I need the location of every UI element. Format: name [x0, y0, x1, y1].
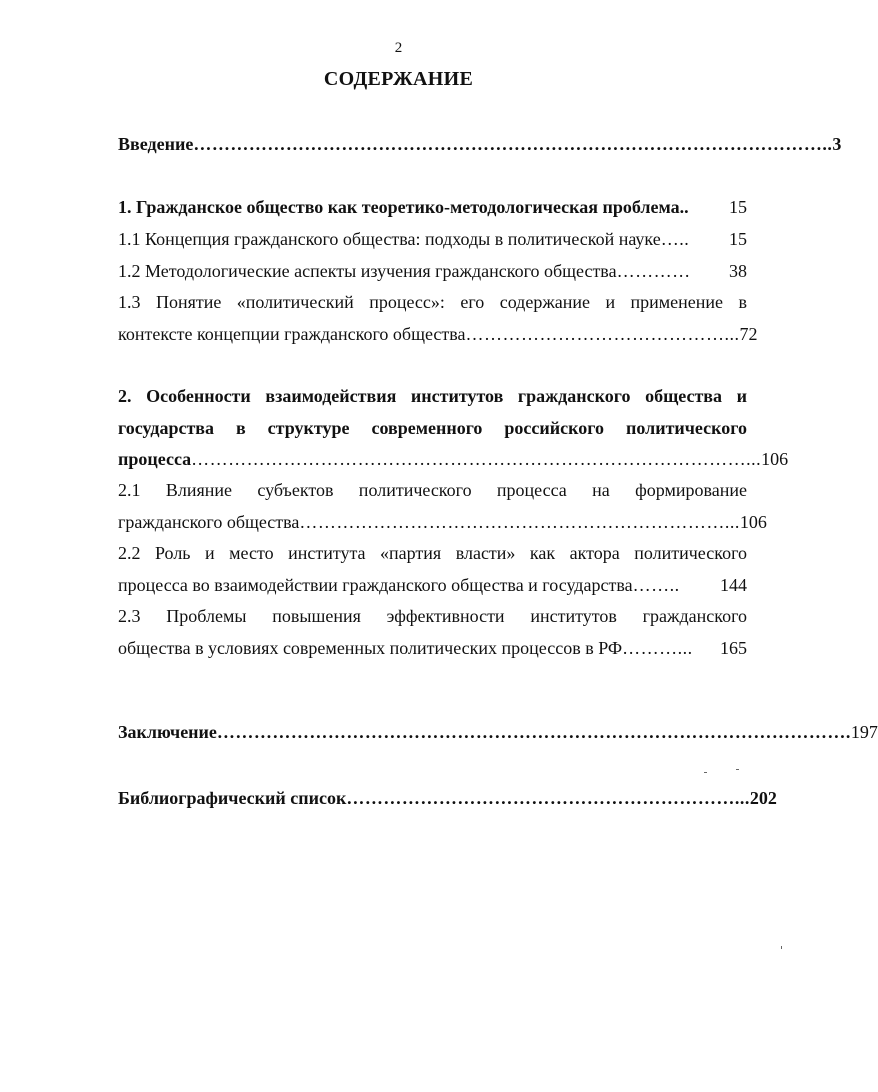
toc-page: 144 [720, 575, 747, 595]
toc-page: 202 [749, 788, 777, 808]
toc-entry-1-2[interactable] [118, 259, 747, 283]
toc-leader: ………………………………………………………... [346, 788, 750, 808]
toc-page: 165 [720, 638, 747, 658]
toc-entry-2-3-line-1[interactable]: 2.3 Проблемы повышения эффективности институтов гражданского [118, 606, 747, 626]
toc-page: 72 [739, 324, 758, 344]
toc-entry-conclusion[interactable] [118, 720, 878, 744]
scan-speck [704, 772, 707, 773]
toc-entry-chapter-2-line-3[interactable] [118, 447, 789, 471]
toc-label: Заключение [118, 722, 217, 742]
toc-leader: ……………………………………………………………... [299, 512, 740, 532]
page-title: СОДЕРЖАНИЕ [323, 68, 474, 90]
toc-label: 1. Гражданское общество как теоретико-методологическая проблема.. [118, 197, 689, 217]
toc-entry-chapter-1[interactable] [118, 195, 747, 219]
page-number: 2 [394, 40, 403, 56]
toc-leader: …………………………………………………………………………………………. [216, 722, 851, 742]
toc-page: 15 [729, 197, 747, 217]
toc-page: 106 [739, 512, 767, 532]
toc-entry-chapter-2-line-2[interactable]: государства в структуре современного российского политического [118, 418, 747, 438]
toc-label: Библиографический список [118, 788, 347, 808]
toc-leader: ………………………………………………………………………………………….. [193, 134, 833, 154]
toc-entry-2-2-line-1[interactable]: 2.2 Роль и место института «партия власти» как актора политического [118, 543, 747, 563]
toc-entry-intro[interactable] [118, 132, 842, 156]
toc-entry-2-1-line-2[interactable] [118, 510, 767, 534]
toc-leader: ………………………………………………………………………………... [191, 449, 762, 469]
toc-page: 38 [729, 261, 747, 281]
toc-leader: ……………………………………... [465, 324, 740, 344]
toc-page: 3 [832, 134, 842, 154]
toc-label: процесса во взаимодействии гражданского общества и государства [118, 575, 633, 595]
toc-leader: ………... [622, 638, 693, 658]
toc-label: 1.1 Концепция гражданского общества: подходы в политической науке [118, 229, 661, 249]
toc-page: 106 [761, 449, 789, 469]
scan-speck [736, 769, 739, 770]
toc-entry-1-1[interactable] [118, 227, 747, 251]
toc-label: процесса [118, 449, 192, 469]
toc-leader: …….. [632, 575, 680, 595]
toc-entry-1-3-line-1[interactable]: 1.3 Понятие «политический процесс»: его содержание и применение в [118, 292, 747, 312]
toc-label: 1.2 Методологические аспекты изучения гражданского общества [118, 261, 617, 281]
toc-entry-2-2-line-2[interactable] [118, 573, 747, 597]
toc-leader: ………… [616, 261, 691, 281]
toc-entry-chapter-2-line-1[interactable]: 2. Особенности взаимодействия институтов гражданского общества и [118, 386, 747, 406]
toc-label: гражданского общества [118, 512, 300, 532]
toc-entry-1-3-line-2[interactable] [118, 322, 758, 346]
toc-entry-2-3-line-2[interactable] [118, 636, 747, 660]
toc-leader: ….. [660, 229, 690, 249]
toc-entry-2-1-line-1[interactable]: 2.1 Влияние субъектов политического процесса на формирование [118, 480, 747, 500]
toc-entry-bibliography[interactable] [118, 786, 777, 810]
toc-page: 15 [729, 229, 747, 249]
toc-label: контексте концепции гражданского общества [118, 324, 466, 344]
toc-page: 197 [850, 722, 878, 742]
scan-speck [781, 946, 782, 949]
toc-label: общества в условиях современных политических процессов в РФ [118, 638, 623, 658]
toc-label: Введение [118, 134, 194, 154]
